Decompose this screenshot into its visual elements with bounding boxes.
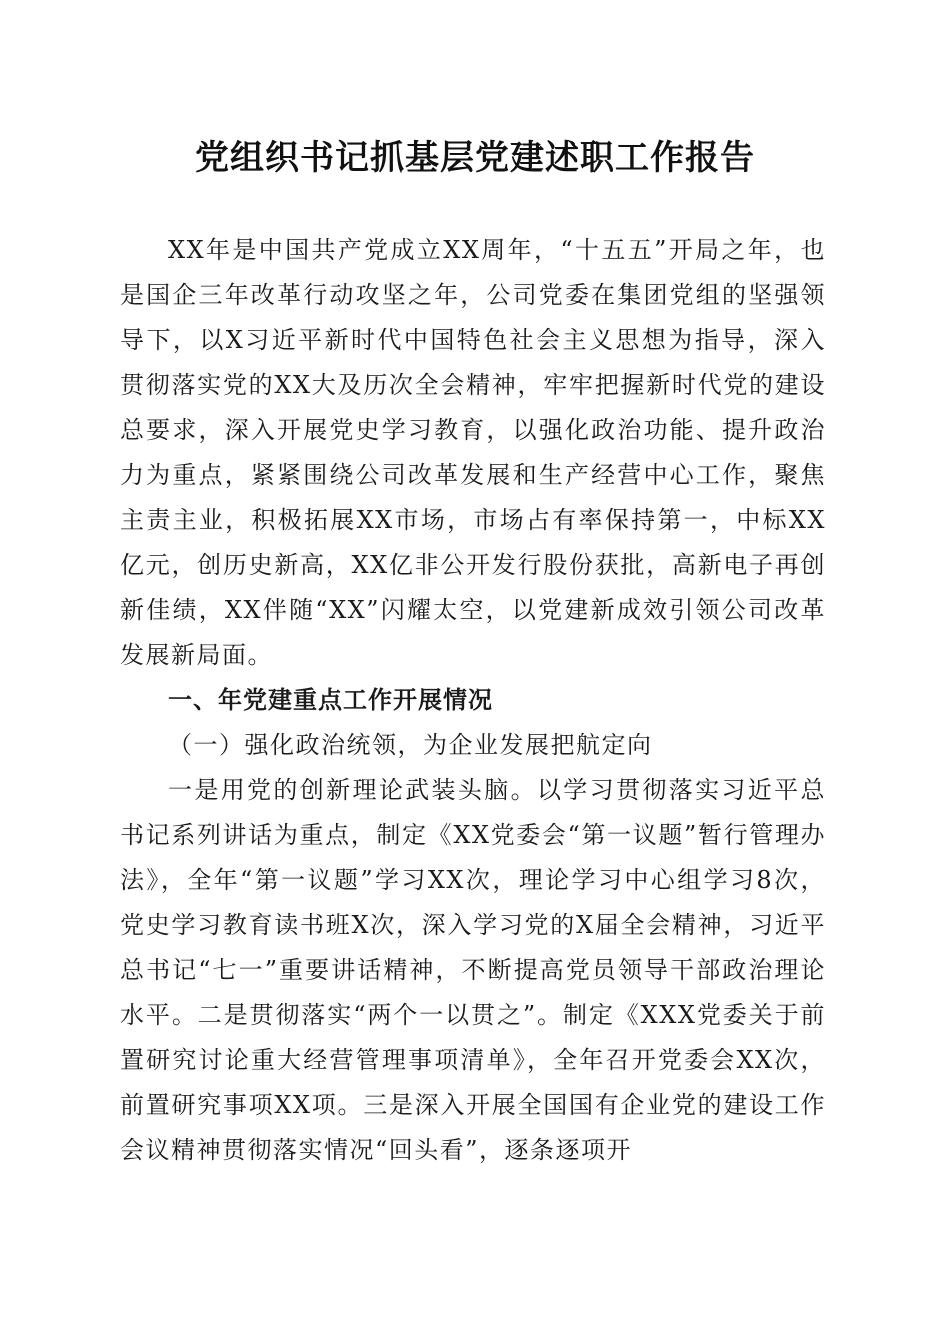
body-paragraph: 一是用党的创新理论武装头脑。以学习贯彻落实习近平总书记系列讲话为重点，制定《XX党委会“第一议题”暂行管理办法》，全年“第一议题”学习XX次，理论学习中心组学习8次，党史学习教育读书班X次，深入学习党的X届全会精神，习近平总书记“七一”重要讲话精神，不断提高党员领导干部政治理论水平。二是贯彻落实“两个一以贯之”。制定《XXX党委关于前置研究讨论重大经营管理事项清单》，全年召开党委会XX次，前置研究事项XX项。三是深入开展全国国有企业党的建设工作会议精神贯彻落实情况“回头看”，逐条逐项开 — [120, 776, 826, 1164]
document-title: 党组织书记抓基层党建述职工作报告 — [195, 138, 755, 178]
section-heading: 一、年党建重点工作开展情况 — [168, 686, 493, 714]
intro-paragraph: XX年是中国共产党成立XX周年，“十五五”开局之年，也是国企三年改革行动攻坚之年，公司党委在集团党组的坚强领导下，以X习近平新时代中国特色社会主义思想为指导，深入贯彻落实党的XX大及历次全会精神，牢牢把握新时代党的建设总要求，深入开展党史学习教育，以强化政治功能、提升政治力为重点，紧紧围绕公司改革发展和生产经营中心工作，聚焦主责主业，积极拓展XX市场，市场占有率保持第一，中标XX亿元，创历史新高，XX亿非公开发行股份获批，高新电子再创新佳绩，XX伴随“XX”闪耀太空，以党建新成效引领公司改革发展新局面。 — [120, 236, 826, 669]
subsection-heading: （一）强化政治统领，为企业发展把航定向 — [168, 731, 653, 759]
document-body — [120, 228, 826, 1173]
